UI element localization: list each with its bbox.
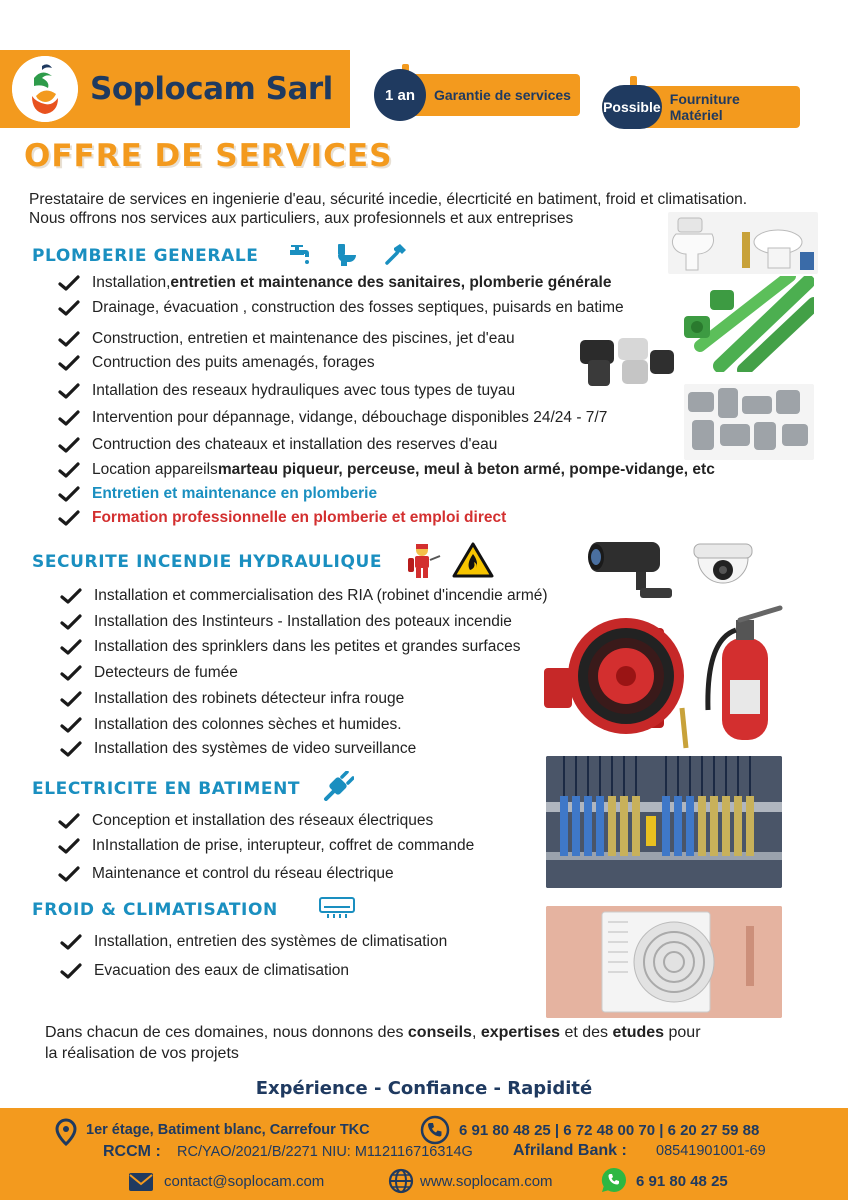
checkmark-icon: [58, 510, 80, 526]
list-item: Drainage, évacuation , construction des fosses septiques, puisards en batime: [58, 299, 624, 317]
ac-unit-image: [546, 906, 782, 1018]
section-title-securite: SECURITE INCENDIE HYDRAULIQUE: [32, 552, 383, 572]
list-item: Contruction des chateaux et installation des reserves d'eau: [58, 436, 497, 454]
footer-address: 1er étage, Batiment blanc, Carrefour TKC: [86, 1122, 370, 1138]
firefighter-icon: [406, 542, 442, 580]
whatsapp-icon: [600, 1166, 628, 1194]
checkmark-icon: [58, 437, 80, 453]
list-item: Construction, entretien et maintenance des piscines, jet d'eau: [58, 330, 515, 348]
checkmark-icon: [58, 410, 80, 426]
brand-banner: [0, 50, 350, 128]
footer-whatsapp[interactable]: 6 91 80 48 25: [636, 1173, 728, 1190]
checkmark-icon: [60, 588, 82, 604]
checkmark-icon: [60, 665, 82, 681]
list-item: Installation et commercialisation des RIA (robinet d'incendie armé): [60, 587, 548, 605]
list-item: Location appareils marteau piqueur, perceuse, meul à beton armé, pompe-vidange, etc: [58, 461, 715, 479]
material-badge-text: Fourniture Matériel: [669, 91, 740, 123]
warranty-badge: [380, 74, 580, 116]
list-item: Intervention pour dépannage, vidange, débouchage disponibles 24/24 - 7/7: [58, 409, 607, 427]
list-item: InInstallation de prise, interupteur, coffret de commande: [58, 837, 474, 855]
list-item: Installation des robinets détecteur infra rouge: [60, 690, 404, 708]
warranty-badge-text: Garantie de services: [434, 87, 571, 103]
sanitary-image: [668, 212, 818, 274]
company-logo: [12, 56, 78, 122]
list-item: Maintenance et control du réseau électrique: [58, 865, 394, 883]
checkmark-icon: [58, 355, 80, 371]
list-item: Formation professionnelle en plomberie et emploi direct: [58, 509, 506, 527]
faucet-icon: [288, 244, 312, 266]
rccm-value: RC/YAO/2021/B/2271 NIU: M112116716314G: [177, 1144, 473, 1160]
checkmark-icon: [60, 741, 82, 757]
section-title-plomberie: PLOMBERIE GENERALE: [32, 246, 259, 266]
checkmark-icon: [60, 934, 82, 950]
list-item: Contruction des puits amenagés, forages: [58, 354, 375, 372]
bank-label: Afriland Bank :: [513, 1142, 627, 1159]
footer-email[interactable]: contact@soplocam.com: [164, 1173, 325, 1190]
globe-icon: [388, 1168, 414, 1194]
envelope-icon: [128, 1172, 154, 1192]
bank-value: 08541901001-69: [656, 1143, 766, 1159]
checkmark-icon: [60, 717, 82, 733]
list-item: Installation des systèmes de video surveillance: [60, 740, 416, 758]
fire-warning-icon: [452, 542, 494, 578]
location-pin-icon: [54, 1118, 78, 1146]
checkmark-icon: [58, 813, 80, 829]
intro-line-2: Nous offrons nos services aux particuliers, aux profesionnels et aux entreprises: [29, 210, 574, 227]
checkmark-icon: [60, 963, 82, 979]
checkmark-icon: [58, 486, 80, 502]
green-pipes-image: [680, 276, 814, 372]
cctv-camera-image: [586, 536, 676, 604]
plug-icon: [322, 771, 354, 801]
dome-camera-image: [686, 536, 760, 600]
checkmark-icon: [58, 383, 80, 399]
fire-extinguisher-image: [700, 600, 788, 744]
checkmark-icon: [60, 691, 82, 707]
page-title: OFFRE DE SERVICES: [24, 138, 393, 174]
toilet-icon: [336, 243, 358, 267]
checkmark-icon: [58, 462, 80, 478]
list-item: Intallation des reseaux hydrauliques avec tous types de tuyau: [58, 382, 515, 400]
grey-fittings-image: [684, 384, 814, 460]
list-item: Installation, entretien des systèmes de climatisation: [60, 933, 447, 951]
phone-icon: [420, 1115, 450, 1145]
warranty-badge-circle: 1 an: [374, 69, 426, 121]
electrical-panel-image: [546, 756, 782, 888]
pvc-fittings-image: [574, 330, 678, 392]
checkmark-icon: [58, 331, 80, 347]
checkmark-icon: [58, 300, 80, 316]
list-item: Installation des Instinteurs - Installation des poteaux incendie: [60, 613, 512, 631]
checkmark-icon: [58, 838, 80, 854]
checkmark-icon: [58, 275, 80, 291]
intro-line-1: Prestataire de services en ingenierie d'eau, sécurité incedie, élecrticité en batiment, froid et climatisation.: [29, 191, 748, 208]
list-item: Entretien et maintenance en plomberie: [58, 485, 377, 503]
rccm-label: RCCM :: [103, 1143, 161, 1160]
footer-phones: 6 91 80 48 25 | 6 72 48 00 70 | 6 20 27 59 88: [459, 1122, 760, 1139]
hammer-icon: [384, 242, 408, 266]
list-item: Detecteurs de fumée: [60, 664, 238, 682]
brand-name: Soplocam Sarl: [90, 71, 333, 107]
section-title-froid: FROID & CLIMATISATION: [32, 900, 278, 920]
checkmark-icon: [60, 614, 82, 630]
slogan: Expérience - Confiance - Rapidité: [255, 1078, 593, 1099]
checkmark-icon: [60, 639, 82, 655]
section-title-electricite: ELECTRICITE EN BATIMENT: [32, 779, 301, 799]
list-item: Evacuation des eaux de climatisation: [60, 962, 349, 980]
list-item: Installation des colonnes sèches et humides.: [60, 716, 402, 734]
list-item: Installation des sprinklers dans les petites et grandes surfaces: [60, 638, 520, 656]
material-badge-circle: Possible: [602, 85, 662, 129]
material-badge: [602, 86, 800, 128]
closing-paragraph: Dans chacun de ces domaines, nous donnons des conseils, expertises et des etudes pour la réalisation de vos projets: [45, 1024, 701, 1062]
list-item: Conception et installation des réseaux électriques: [58, 812, 433, 830]
air-conditioner-icon: [318, 896, 356, 920]
checkmark-icon: [58, 866, 80, 882]
fire-hose-reel-image: [544, 608, 694, 752]
list-item: Installation, entretien et maintenance des sanitaires, plomberie générale: [58, 274, 611, 292]
footer-website[interactable]: www.soplocam.com: [420, 1173, 553, 1190]
